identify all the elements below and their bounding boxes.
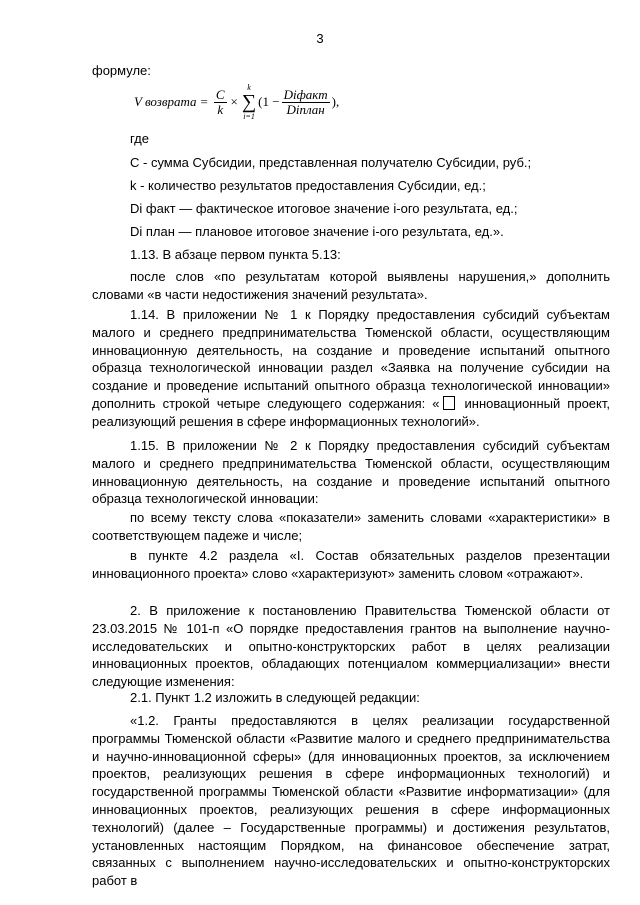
formula-intro: формуле: (92, 63, 151, 78)
formula-c: C (215, 86, 225, 102)
page-number: 3 (316, 31, 324, 46)
para-1-13: 1.13. В абзаце первом пункта 5.13: (130, 247, 341, 262)
para-gde: где (130, 131, 149, 146)
formula-open: (1 − (258, 94, 280, 109)
para-di-plan-definition: Di план — плановое итоговое значение i-ого результата, ед.». (130, 224, 504, 239)
formula-k: k (217, 101, 224, 117)
formula-fraction-d (282, 88, 330, 117)
checkbox-square-icon (443, 396, 455, 410)
formula-sum-bottom: i=1 (243, 112, 255, 121)
para-c-definition: С - сумма Субсидии, представленная получателю Субсидии, руб.; (130, 155, 532, 170)
para-2: 2. В приложение к постановлению Правительства Тюменской области от 23.03.2015 № 101-п «О порядке предоставления грантов на выполнение научно-исследовательских и опытно-конструкторских работ в целях реализации инновационных проектов, обладающих потенциалом коммерциализации» внести следующие изменения: (92, 603, 610, 690)
para-1-14-part-a: 1.14. В приложении № 1 к Порядку предоставления субсидий субъектам малого и среднего предпринимательства Тюменской области, осуществляющим инновационную деятельность, на создание и проведение испытаний опытного образца технологической инновации раздел «Заявка на получение субсидии на создание и проведение испытаний опытного образца технологической инновации» дополнить строкой четыре следующего содержания: « (92, 307, 610, 411)
refund-formula (134, 82, 339, 122)
formula-equals: = (200, 94, 208, 109)
para-k-definition: k - количество результатов предоставления Субсидии, ед.; (130, 178, 486, 193)
para-1-14-part-b: инновационный проект, реализующий решения в сфере информационных технологий». (92, 395, 610, 429)
formula-d-plan: Diплан (286, 101, 325, 117)
formula-sum (242, 83, 256, 121)
formula-d-fact: Diфакт (283, 86, 328, 102)
para-1-15-b: в пункте 4.2 раздела «I. Состав обязательных разделов презентации инновационного проекта» слово «характеризуют» заменить словом «отражают». (92, 548, 610, 581)
formula-fraction-c-k (214, 88, 227, 117)
formula-close: ), (331, 94, 340, 109)
para-di-fact-definition: Di факт — фактическое итоговое значение i-ого результата, ед.; (130, 201, 518, 216)
para-1-2-new-text: «1.2. Гранты предоставляются в целях реализации государственной программы Тюменской области «Развитие малого и среднего предпринимательства и научно-инновационной сферы» (для инновационных проектов, за исключением проектов, реализующих решения в сфере информационных технологий) и государственной программы Тюменской области «Развитие информатизации» (для инновационных проектов, реализующих решения в сфере информационных технологий) (далее – Государственные программы) и достижения результатов, установленных настоящим Порядком, на финансовое обеспечение затрат, связанных с выполнением научно-исследовательских и опытно-конструкторских работ в (92, 713, 610, 889)
para-1-14 (92, 306, 610, 431)
formula-sum-top: k (247, 83, 251, 92)
para-2-1: 2.1. Пункт 1.2 изложить в следующей редакции: (130, 690, 420, 705)
formula-sum-symbol: ∑ (241, 91, 257, 113)
formula-lhs: V возврата (134, 94, 197, 109)
para-1-13-text: после слов «по результатам которой выявлены нарушения,» дополнить словами «в части недостижения значений результата». (92, 269, 610, 302)
formula-times: × (230, 94, 238, 109)
para-1-15-a: по всему тексту слова «показатели» заменить словами «характеристики» в соответствующем падеже и числе; (92, 510, 610, 543)
para-1-15: 1.15. В приложении № 2 к Порядку предоставления субсидий субъектам малого и среднего предпринимательства Тюменской области, осуществляющим инновационную деятельность, на создание и проведение испытаний опытного образца технологической инновации: (92, 438, 610, 507)
